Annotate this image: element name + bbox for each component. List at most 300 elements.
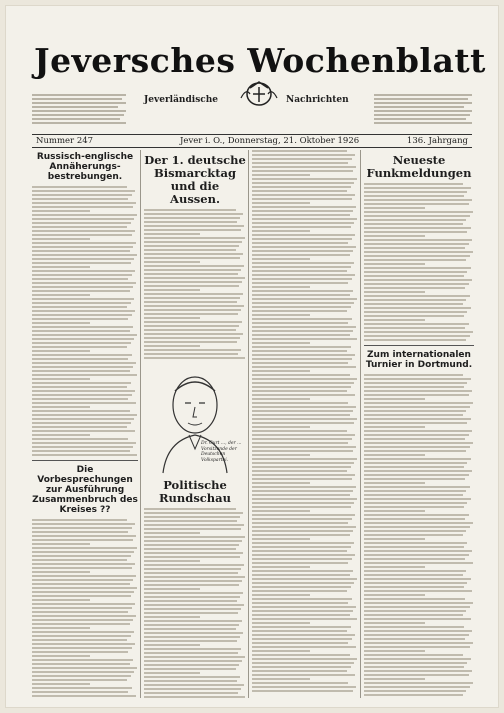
text-line (252, 466, 351, 468)
text-line (144, 540, 242, 542)
text-line (144, 512, 243, 514)
article-headline: Die Vorbesprechungen zur Ausführung Zusammenbruch des Kreises ?? (32, 465, 138, 515)
text-line (364, 678, 425, 680)
text-line (364, 526, 470, 528)
text-line (364, 646, 470, 648)
text-line (32, 675, 131, 677)
text-line (32, 310, 135, 312)
text-line (32, 262, 131, 264)
article-body (364, 374, 474, 698)
article-body (32, 186, 138, 456)
text-line (364, 642, 473, 644)
text-line (364, 402, 473, 404)
text-line (364, 474, 469, 476)
text-line (32, 615, 136, 617)
text-line (252, 514, 355, 516)
text-line (32, 418, 134, 420)
text-line (252, 222, 354, 224)
text-line (144, 261, 200, 263)
text-line (144, 652, 238, 654)
text-line (364, 231, 467, 233)
text-line (364, 199, 472, 201)
text-line (32, 667, 137, 669)
text-line (144, 229, 241, 231)
text-line (32, 551, 134, 553)
text-line (252, 186, 351, 188)
text-line (32, 386, 127, 388)
text-line (32, 322, 90, 324)
text-line (144, 664, 239, 666)
text-line (364, 283, 469, 285)
text-line (32, 647, 132, 649)
article-body (32, 519, 138, 698)
text-line (32, 186, 127, 188)
text-line (144, 648, 241, 650)
text-line (32, 210, 90, 212)
text-line (32, 583, 130, 585)
text-line (32, 198, 128, 200)
text-line (252, 370, 310, 372)
text-line (364, 626, 464, 628)
text-line (144, 225, 244, 227)
text-line (32, 599, 90, 601)
text-line (144, 209, 236, 211)
text-line (144, 620, 242, 622)
text-line (252, 506, 351, 508)
text-line (252, 462, 354, 464)
text-line (364, 271, 467, 273)
text-line (32, 338, 134, 340)
text-line (252, 242, 348, 244)
text-line (364, 462, 467, 464)
text-line (252, 398, 310, 400)
text-line (364, 478, 465, 480)
text-line (252, 298, 357, 300)
text-line (32, 619, 133, 621)
text-line (252, 154, 355, 156)
text-line (32, 270, 135, 272)
text-line (32, 374, 137, 376)
text-line (364, 562, 473, 564)
text-line (364, 327, 465, 329)
text-line (364, 239, 472, 241)
text-line (32, 362, 136, 364)
text-line (364, 374, 463, 376)
text-line (32, 639, 127, 641)
text-line (252, 206, 356, 208)
text-line (252, 346, 351, 348)
text-line (32, 563, 135, 565)
text-line (252, 586, 351, 588)
text-line (144, 640, 237, 642)
article-headline: Der 1. deutsche Bismarcktag und die Aussen. (144, 153, 246, 206)
column-rule (248, 150, 249, 698)
text-line (252, 202, 310, 204)
subtitle-left: Jeverländische (144, 95, 219, 105)
text-line (252, 214, 350, 216)
text-line (32, 342, 131, 344)
text-line (32, 290, 130, 292)
text-line (364, 630, 472, 632)
text-line (32, 571, 90, 573)
text-line (252, 498, 357, 500)
text-line (252, 442, 348, 444)
text-line (252, 614, 350, 616)
text-line (364, 494, 463, 496)
text-line (364, 506, 464, 508)
text-line (252, 250, 353, 252)
text-line (252, 422, 354, 424)
text-line (252, 246, 356, 248)
text-line (144, 213, 243, 215)
text-line (364, 275, 464, 277)
text-line (32, 535, 136, 537)
portrait-caption: Dr. Curt ..., der ... Vorsitzende der Deutschen Volkspartei. (201, 441, 242, 463)
text-line (32, 523, 135, 525)
text-line (364, 486, 470, 488)
text-line (32, 547, 137, 549)
text-line (364, 522, 473, 524)
text-line (144, 532, 200, 534)
text-line (364, 538, 425, 540)
text-line (144, 568, 241, 570)
text-line (364, 303, 463, 305)
text-line (32, 370, 130, 372)
text-line (364, 558, 465, 560)
text-line (144, 265, 244, 267)
text-line (144, 241, 242, 243)
text-line (144, 612, 238, 614)
text-line (32, 318, 128, 320)
text-line (364, 267, 471, 269)
text-line (364, 331, 473, 333)
text-line (144, 616, 200, 618)
text-line (364, 578, 471, 580)
text-line (144, 333, 243, 335)
text-line (364, 518, 465, 520)
text-line (364, 183, 463, 185)
text-line (252, 558, 352, 560)
text-line (252, 350, 347, 352)
text-line (252, 630, 347, 632)
text-line (144, 233, 200, 235)
text-line (252, 262, 354, 264)
text-line (252, 646, 356, 648)
text-line (252, 390, 347, 392)
text-line (252, 270, 347, 272)
text-line (364, 307, 471, 309)
text-line (32, 314, 132, 316)
text-line (364, 390, 472, 392)
text-line (252, 354, 355, 356)
text-line (252, 674, 355, 676)
text-line (32, 683, 90, 685)
text-line (252, 470, 347, 472)
text-line (144, 636, 240, 638)
text-line (364, 502, 467, 504)
text-line (252, 534, 350, 536)
text-line (144, 536, 245, 538)
text-line (144, 672, 200, 674)
text-line (32, 394, 132, 396)
text-line (144, 524, 244, 526)
text-line (32, 579, 133, 581)
text-line (144, 325, 239, 327)
text-line (364, 458, 471, 460)
text-line (32, 539, 133, 541)
article-divider (364, 345, 474, 346)
text-line (252, 542, 354, 544)
article-headline: Zum internationalen Turnier in Dortmund. (365, 350, 473, 370)
text-line (364, 466, 464, 468)
text-line (252, 366, 356, 368)
text-line (252, 666, 351, 668)
text-line (252, 662, 354, 664)
text-line (32, 278, 128, 280)
text-line (144, 548, 236, 550)
text-line (144, 656, 245, 658)
text-line (252, 166, 356, 168)
text-line (252, 438, 352, 440)
text-line (364, 398, 425, 400)
text-line (144, 269, 241, 271)
text-line (252, 458, 357, 460)
text-line (32, 450, 130, 452)
text-line (252, 450, 353, 452)
text-line (252, 590, 347, 592)
text-line (364, 566, 425, 568)
text-line (252, 198, 352, 200)
text-line (364, 323, 469, 325)
text-line (252, 478, 352, 480)
text-line (364, 510, 425, 512)
text-line (144, 281, 242, 283)
text-line (144, 329, 236, 331)
text-line (364, 299, 466, 301)
text-line (252, 358, 352, 360)
text-line (144, 317, 200, 319)
text-line (32, 410, 130, 412)
text-line (252, 574, 350, 576)
text-line (32, 422, 131, 424)
text-line (364, 319, 425, 321)
text-line (144, 305, 244, 307)
text-line (32, 651, 128, 653)
text-line (252, 266, 351, 268)
text-line (364, 219, 466, 221)
text-line (364, 386, 464, 388)
text-line (364, 674, 469, 676)
text-line (364, 446, 470, 448)
text-line (364, 550, 472, 552)
text-line (252, 598, 352, 600)
text-line (252, 170, 353, 172)
text-line (32, 254, 137, 256)
text-line (252, 526, 356, 528)
text-line (144, 253, 243, 255)
text-line (252, 578, 357, 580)
text-line (32, 358, 128, 360)
masthead (6, 6, 498, 106)
text-line (144, 528, 241, 530)
article-body (144, 209, 246, 359)
text-line (32, 631, 134, 633)
text-line (364, 530, 466, 532)
text-line (32, 663, 130, 665)
text-line (144, 632, 243, 634)
text-line (252, 386, 351, 388)
text-line (32, 587, 137, 589)
text-line (32, 402, 136, 404)
text-line (144, 624, 239, 626)
text-line (364, 694, 463, 696)
text-line (364, 223, 463, 225)
text-line (364, 534, 463, 536)
text-line (252, 306, 351, 308)
text-line (144, 696, 245, 698)
column-4 (364, 150, 474, 698)
text-line (252, 678, 310, 680)
text-line (252, 330, 353, 332)
text-line (364, 442, 473, 444)
text-line (252, 282, 348, 284)
text-line (252, 494, 350, 496)
text-line (252, 402, 348, 404)
text-line (364, 690, 466, 692)
text-line (252, 310, 347, 312)
text-line (32, 543, 90, 545)
text-line (364, 394, 469, 396)
text-line (252, 174, 310, 176)
text-line (32, 366, 133, 368)
text-line (32, 274, 132, 276)
text-line (144, 273, 238, 275)
text-line (364, 287, 465, 289)
text-line (144, 285, 239, 287)
text-line (364, 279, 472, 281)
text-line (252, 150, 347, 152)
text-line (252, 374, 350, 376)
text-line (32, 382, 131, 384)
text-line (144, 588, 200, 590)
text-line (364, 686, 470, 688)
text-line (252, 562, 348, 564)
text-line (144, 580, 242, 582)
text-line (364, 215, 470, 217)
text-line (32, 430, 135, 432)
text-line (364, 542, 467, 544)
text-line (364, 590, 472, 592)
issue-year: 136. Jahrgang (406, 136, 468, 146)
text-line (32, 398, 128, 400)
text-line (252, 434, 355, 436)
text-line (32, 627, 90, 629)
text-line (32, 266, 90, 268)
text-line (32, 691, 128, 693)
text-line (364, 470, 472, 472)
section-headline: Neueste Funkmeldungen (366, 153, 472, 180)
text-line (32, 354, 132, 356)
text-line (364, 255, 470, 257)
text-line (144, 293, 243, 295)
text-line (364, 450, 466, 452)
text-line (32, 294, 90, 296)
text-line (252, 546, 351, 548)
text-line (252, 594, 310, 596)
text-line (252, 318, 352, 320)
text-line (144, 584, 239, 586)
text-line (252, 294, 350, 296)
text-line (364, 554, 469, 556)
newspaper-page (6, 6, 498, 707)
text-line (32, 226, 127, 228)
text-line (364, 614, 463, 616)
text-line (364, 315, 464, 317)
text-line (32, 559, 127, 561)
text-line (252, 566, 310, 568)
text-line (32, 234, 132, 236)
text-line (32, 623, 130, 625)
text-line (144, 680, 237, 682)
text-line (364, 295, 470, 297)
text-line (252, 162, 348, 164)
text-line (364, 638, 465, 640)
text-line (252, 394, 355, 396)
text-line (32, 334, 137, 336)
text-line (364, 430, 472, 432)
text-line (252, 342, 310, 344)
text-line (252, 302, 354, 304)
text-line (252, 618, 357, 620)
text-line (32, 414, 137, 416)
masthead-left-info (32, 94, 126, 126)
text-line (364, 378, 471, 380)
text-line (32, 214, 137, 216)
article-body (252, 150, 358, 692)
text-line (364, 434, 469, 436)
text-line (252, 570, 353, 572)
text-line (252, 490, 353, 492)
text-line (252, 690, 353, 692)
text-line (364, 606, 470, 608)
text-line (32, 442, 136, 444)
text-line (32, 671, 134, 673)
text-line (32, 282, 136, 284)
column-1 (32, 150, 138, 698)
text-line (32, 250, 130, 252)
text-line (364, 259, 466, 261)
text-line (364, 570, 466, 572)
dateline (32, 134, 472, 148)
text-line (32, 194, 132, 196)
text-line (252, 406, 356, 408)
text-line (364, 382, 467, 384)
text-line (252, 582, 354, 584)
text-line (364, 195, 464, 197)
text-line (252, 258, 310, 260)
subtitle-right: Nachrichten (286, 95, 349, 105)
text-line (32, 611, 128, 613)
text-line (364, 247, 465, 249)
text-line (32, 679, 127, 681)
text-line (252, 334, 350, 336)
column-2 (144, 150, 246, 698)
section-headline: Politische Rundschau (159, 478, 231, 505)
text-line (252, 286, 310, 288)
text-line (32, 446, 133, 448)
text-line (144, 237, 245, 239)
text-line (364, 514, 469, 516)
